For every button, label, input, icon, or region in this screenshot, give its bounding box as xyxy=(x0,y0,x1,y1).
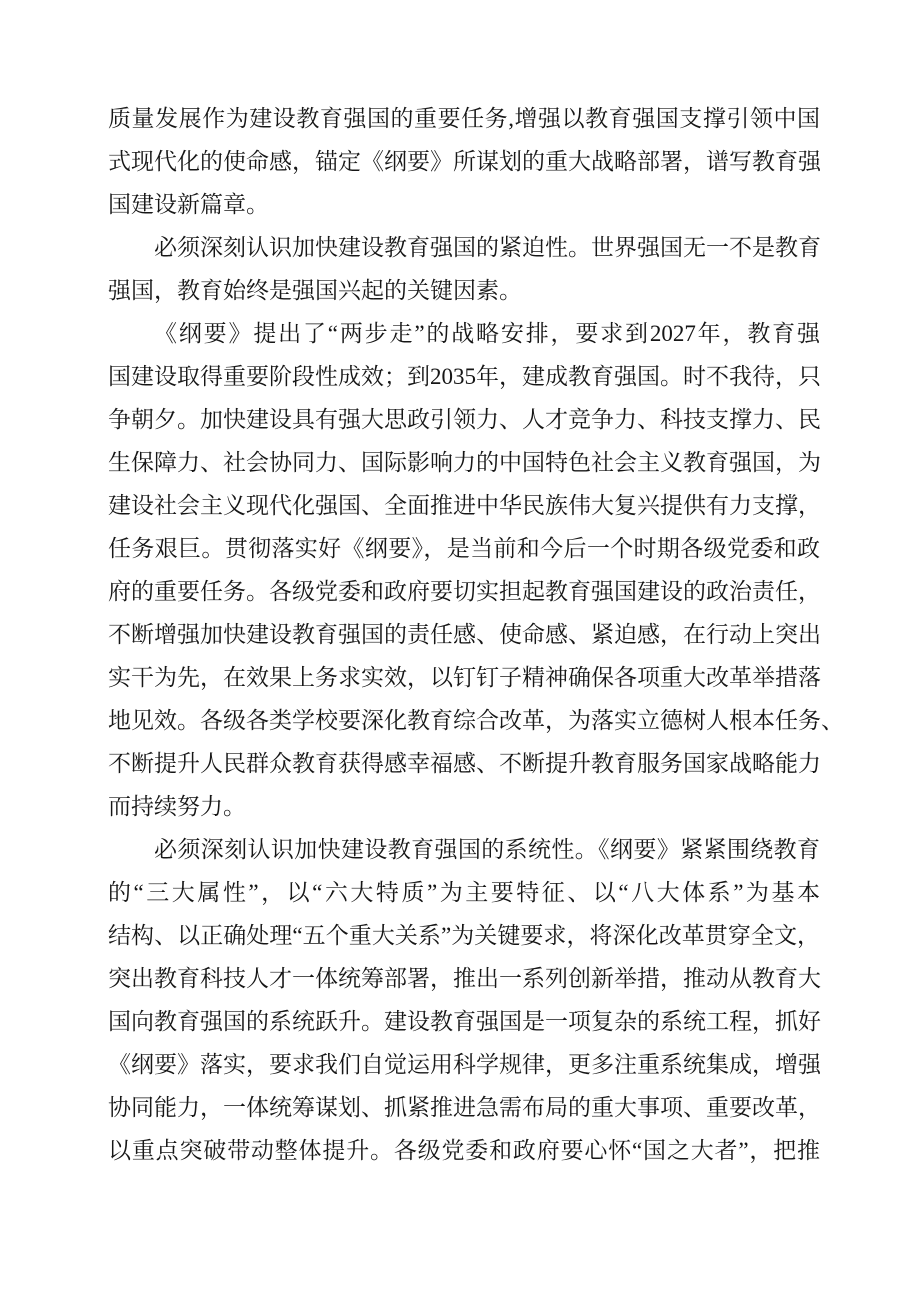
text-line: 实干为先，在效果上务求实效，以钉钉子精神确保各项重大改革举措落 xyxy=(108,665,821,690)
text-line: 强国，教育始终是强国兴起的关键因素。 xyxy=(108,278,522,303)
text-line: 《纲要》提出了“两步走”的战略安排，要求到2027年，教育强 xyxy=(154,321,820,346)
text-line: 建设社会主义现代化强国、全面推进中华民族伟大复兴提供有力支撑， xyxy=(108,493,821,518)
text-line: 争朝夕。加快建设具有强大思政引领力、人才竞争力、科技支撑力、民 xyxy=(108,407,821,432)
text-line: 而持续努力。 xyxy=(108,794,246,819)
text-line: 必须深刻认识加快建设教育强国的系统性。《纲要》紧紧围绕教育 xyxy=(154,837,820,862)
text-line: 协同能力，一体统筹谋划、抓紧推进急需布局的重大事项、重要改革， xyxy=(108,1095,821,1120)
text-line: 的“三大属性”，以“六大特质”为主要特征、以“八大体系”为基本 xyxy=(108,880,820,905)
text-line: 国建设新篇章。 xyxy=(108,192,269,217)
paragraph xyxy=(108,312,844,828)
text-line: 突出教育科技人才一体统筹部署，推出一系列创新举措，推动从教育大 xyxy=(108,966,821,991)
text-line: 国建设取得重要阶段性成效；到2035年，建成教育强国。时不我待，只 xyxy=(108,364,821,389)
text-line: 不断提升人民群众教育获得感幸福感、不断提升教育服务国家战略能力 xyxy=(108,751,821,776)
text-line: 府的重要任务。各级党委和政府要切实担起教育强国建设的政治责任， xyxy=(108,579,821,604)
text-line: 式现代化的使命感，锚定《纲要》所谋划的重大战略部署，谱写教育强 xyxy=(108,149,821,174)
text-line: 质量发展作为建设教育强国的重要任务,增强以教育强国支撑引领中国 xyxy=(108,106,820,131)
text-line: 《纲要》落实，要求我们自觉运用科学规律，更多注重系统集成，增强 xyxy=(108,1052,821,1077)
text-line: 结构、以正确处理“五个重大关系”为关键要求，将深化改革贯穿全文， xyxy=(108,923,820,948)
text-line: 生保障力、社会协同力、国际影响力的中国特色社会主义教育强国，为 xyxy=(108,450,821,475)
document-body xyxy=(108,97,844,1172)
paragraph xyxy=(108,828,820,1172)
text-line: 不断增强加快建设教育强国的责任感、使命感、紧迫感，在行动上突出 xyxy=(108,622,821,647)
text-line: 必须深刻认识加快建设教育强国的紧迫性。世界强国无一不是教育 xyxy=(154,235,821,260)
paragraph xyxy=(108,226,820,312)
text-line: 国向教育强国的系统跃升。建设教育强国是一项复杂的系统工程，抓好 xyxy=(108,1009,821,1034)
text-line: 地见效。各级各类学校要深化教育综合改革，为落实立德树人根本任务、 xyxy=(108,708,844,733)
text-line: 以重点突破带动整体提升。各级党委和政府要心怀“国之大者”，把推 xyxy=(108,1138,820,1163)
text-line: 任务艰巨。贯彻落实好《纲要》，是当前和今后一个时期各级党委和政 xyxy=(108,536,820,561)
paragraph xyxy=(108,97,820,226)
